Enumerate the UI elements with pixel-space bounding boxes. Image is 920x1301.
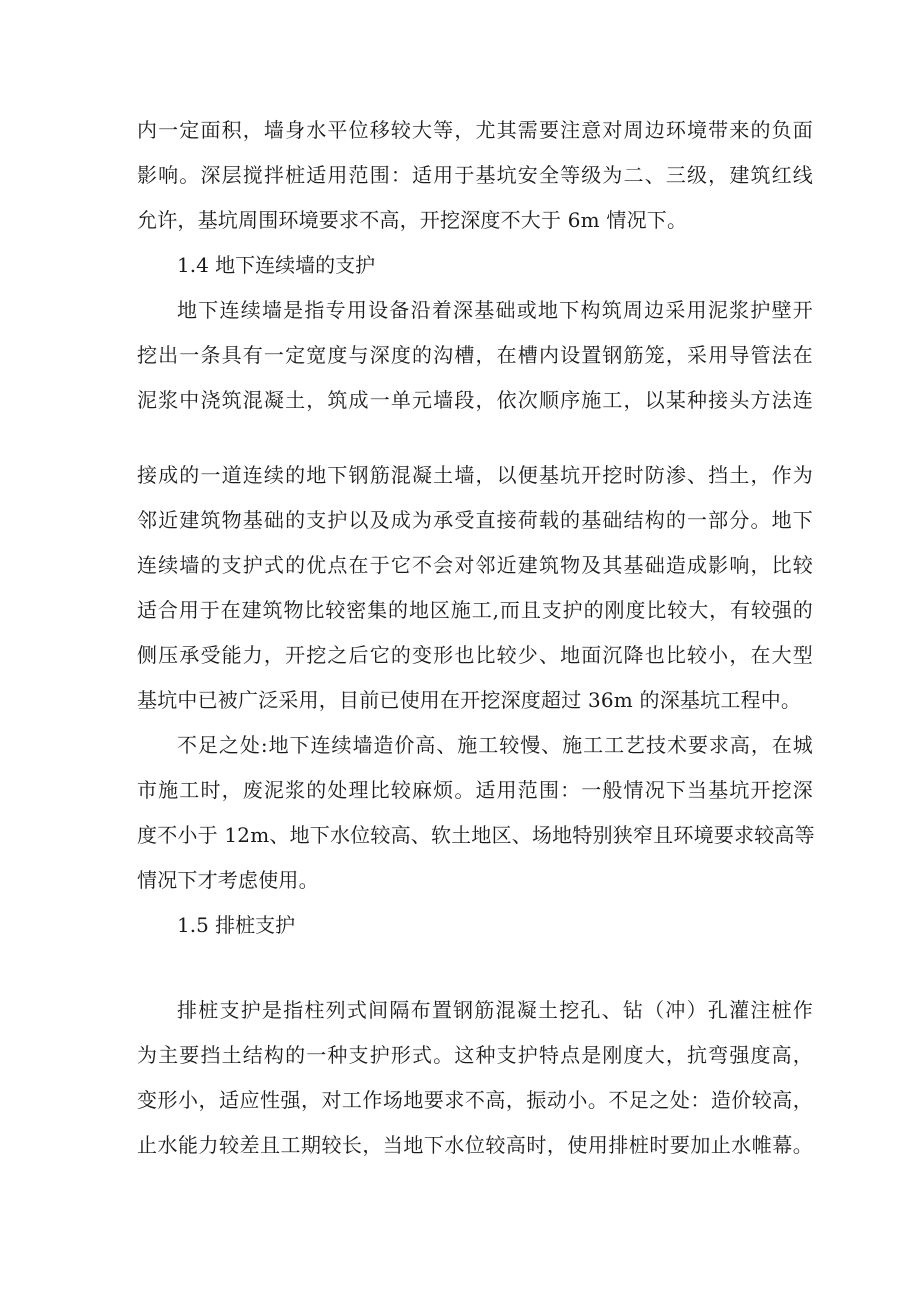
paragraph-line: 基坑中已被广泛采用，目前已使用在开挖深度超过 36m 的深基坑工程中。 (137, 688, 802, 712)
paragraph-line: 排桩支护是指柱列式间隔布置钢筋混凝土挖孔、钻（冲）孔灌注桩作 (177, 998, 813, 1022)
paragraph-line: 市施工时，废泥浆的处理比较麻烦。适用范围：一般情况下当基坑开挖深 (137, 778, 813, 802)
paragraph-line: 情况下才考虑使用。 (137, 868, 319, 892)
section-heading-1-5: 1.5 排桩支护 (177, 913, 296, 937)
paragraph-line: 侧压承受能力，开挖之后它的变形也比较少、地面沉降也比较小，在大型 (137, 643, 813, 667)
paragraph-line: 内一定面积，墙身水平位移较大等，尤其需要注意对周边环境带来的负面 (137, 118, 813, 142)
paragraph-line: 适合用于在建筑物比较密集的地区施工,而且支护的刚度比较大，有较强的 (137, 598, 813, 622)
paragraph-line: 连续墙的支护式的优点在于它不会对邻近建筑物及其基础造成影响，比较 (137, 553, 813, 577)
section-heading-1-4: 1.4 地下连续墙的支护 (177, 253, 376, 277)
paragraph-line: 邻近建筑物基础的支护以及成为承受直接荷载的基础结构的一部分。地下 (137, 508, 813, 532)
paragraph-line: 允许，基坑周围环境要求不高，开挖深度不大于 6m 情况下。 (137, 208, 688, 232)
paragraph-line: 不足之处:地下连续墙造价高、施工较慢、施工工艺技术要求高，在城 (177, 733, 813, 757)
paragraph-line: 地下连续墙是指专用设备沿着深基础或地下构筑周边采用泥浆护壁开 (177, 298, 813, 322)
paragraph-line: 泥浆中浇筑混凝土，筑成一单元墙段，依次顺序施工，以某种接头方法连 (137, 388, 813, 412)
paragraph-line: 变形小，适应性强，对工作场地要求不高，振动小。不足之处：造价较高， (137, 1088, 813, 1112)
paragraph-line: 挖出一条具有一定宽度与深度的沟槽，在槽内设置钢筋笼，采用导管法在 (137, 343, 813, 367)
paragraph-line: 止水能力较差且工期较长，当地下水位较高时，使用排桩时要加止水帷幕。 (137, 1133, 813, 1157)
paragraph-line: 度不小于 12m、地下水位较高、软土地区、场地特别狭窄且环境要求较高等 (137, 823, 815, 847)
paragraph-line: 为主要挡土结构的一种支护形式。这种支护特点是刚度大，抗弯强度高， (137, 1043, 813, 1067)
paragraph-line: 接成的一道连续的地下钢筋混凝土墙，以便基坑开挖时防渗、挡土，作为 (137, 463, 813, 487)
paragraph-line: 影响。深层搅拌桩适用范围：适用于基坑安全等级为二、三级，建筑红线 (137, 163, 813, 187)
